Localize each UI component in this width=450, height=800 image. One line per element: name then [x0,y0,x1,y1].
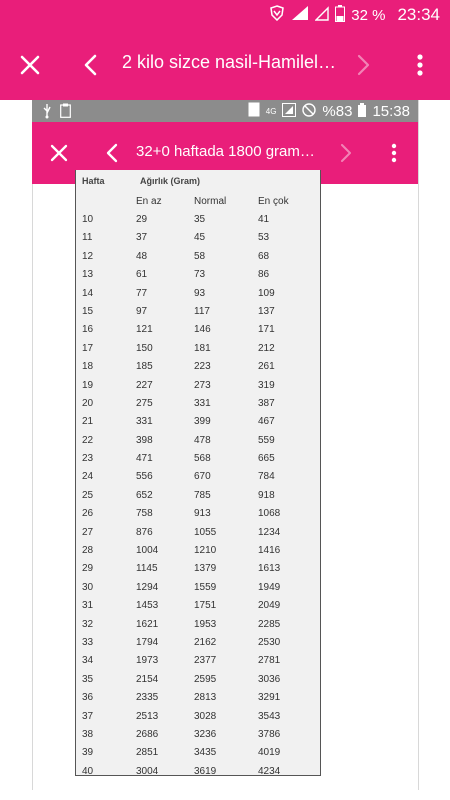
cell-max: 137 [258,305,275,317]
cell-week: 33 [82,636,94,648]
cell-max: 1613 [258,563,281,575]
cell-min: 1145 [136,563,158,575]
cell-max: 212 [258,342,275,354]
table-row [76,527,320,545]
cell-week: 32 [82,618,94,630]
inner-close-icon [47,139,71,167]
cell-min: 48 [136,250,148,262]
do-not-disturb-icon [302,103,316,121]
cell-max: 559 [258,434,275,446]
cell-max: 3291 [258,692,281,704]
table-row [76,232,320,250]
table-row [76,490,320,508]
table-row [76,416,320,434]
cell-min: 185 [136,361,153,373]
table-row [76,729,320,747]
cell-week: 20 [82,397,94,409]
cell-normal: 117 [194,305,210,317]
inner-back-arrow-icon [102,139,122,167]
cell-normal: 146 [194,324,211,336]
cell-min: 2154 [136,673,159,685]
table-row [76,619,320,637]
cell-normal: 785 [194,489,211,501]
cell-normal: 181 [194,342,211,354]
cell-normal: 58 [194,250,206,262]
cell-normal: 670 [194,471,211,483]
cell-min: 1794 [136,636,159,648]
cell-normal: 2595 [194,673,217,685]
cell-min: 471 [136,453,153,465]
header-weight: Ağırlık (Gram) [140,176,201,186]
table-row [76,306,320,324]
cell-week: 17 [82,342,94,354]
cell-max: 41 [258,214,270,225]
cell-normal: 1379 [194,563,217,575]
cell-max: 784 [258,471,275,483]
cell-min: 97 [136,305,148,317]
cell-min: 61 [136,269,148,281]
cell-normal: 3435 [194,747,217,759]
column-header-max: En çok [258,196,289,207]
cell-normal: 2162 [194,636,217,648]
inner-status-bar [32,100,418,122]
cell-normal: 223 [194,361,211,373]
cell-normal: 568 [194,453,211,465]
cell-max: 261 [258,361,275,373]
sim-icon [248,102,260,121]
cell-max: 68 [258,250,270,262]
cell-week: 22 [82,434,94,446]
cell-min: 1004 [136,545,159,557]
cell-normal: 45 [194,232,206,244]
battery-icon [335,5,345,26]
cell-max: 2781 [258,655,281,667]
cell-max: 1234 [258,526,281,538]
cell-min: 1973 [136,655,159,667]
cell-week: 11 [82,232,93,244]
cell-max: 4234 [258,765,281,776]
cell-normal: 1559 [194,581,217,593]
inner-status-right [248,102,410,121]
inner-more-options-icon [386,139,402,167]
cell-normal: 2813 [194,692,217,704]
cell-week: 23 [82,453,94,465]
header-week: Hafta [82,176,105,186]
page-title: 2 kilo sizce nasil-Hamilel… [122,52,337,72]
table-row [76,214,320,232]
cell-week: 29 [82,563,94,575]
cell-min: 398 [136,434,153,446]
table-row [76,674,320,692]
close-icon[interactable] [15,50,45,80]
cell-normal: 913 [194,508,211,520]
cell-week: 31 [82,600,94,612]
cell-week: 15 [82,305,94,317]
inner-status-time: 15:38 [372,103,410,120]
cell-normal: 1210 [194,545,217,557]
cell-normal: 3028 [194,710,217,722]
cell-week: 37 [82,710,94,722]
cell-normal: 1751 [194,600,217,612]
signal-secondary-icon [315,5,329,25]
cell-min: 2686 [136,728,159,740]
table-row [76,766,320,776]
cell-min: 37 [136,232,148,244]
more-options-icon[interactable] [410,50,430,80]
table-row [76,545,320,563]
table-row [76,324,320,342]
table-row [76,692,320,710]
cell-max: 53 [258,232,270,244]
cell-week: 36 [82,692,94,704]
table-column-headers [76,196,320,212]
cell-normal: 3236 [194,728,217,740]
network-type: 4G [265,107,277,116]
table-row [76,269,320,287]
table-row [76,471,320,489]
table-row [76,288,320,306]
cell-normal: 331 [194,397,211,409]
cell-week: 18 [82,361,94,373]
cell-week: 16 [82,324,94,336]
cell-week: 38 [82,728,94,740]
inner-signal-icon [282,103,296,121]
cell-min: 876 [136,526,153,538]
inner-status-left [42,103,71,122]
cell-week: 26 [82,508,94,520]
cell-week: 12 [82,250,94,262]
cell-week: 28 [82,545,94,557]
table-row [76,711,320,729]
column-header-min: En az [136,196,162,207]
cell-normal: 35 [194,214,206,225]
app-toolbar [0,30,450,100]
cell-max: 171 [258,324,275,336]
cell-max: 1068 [258,508,281,520]
cell-min: 77 [136,287,148,299]
vpn-shield-icon [269,5,285,25]
cell-min: 1621 [136,618,159,630]
table-row [76,380,320,398]
cell-normal: 478 [194,434,211,446]
table-row [76,637,320,655]
cell-min: 227 [136,379,153,391]
cell-min: 652 [136,489,153,501]
signal-icon [291,5,309,25]
cell-max: 665 [258,453,275,465]
table-row [76,361,320,379]
frame-divider-left [32,100,33,790]
cell-week: 24 [82,471,94,483]
table-row [76,251,320,269]
clipboard-icon [60,103,71,122]
cell-week: 40 [82,765,94,776]
cell-min: 2335 [136,692,159,704]
fetal-weight-table [75,170,321,776]
table-row [76,453,320,471]
cell-normal: 1055 [194,526,217,538]
cell-max: 319 [258,379,275,391]
cell-min: 29 [136,214,148,225]
cell-min: 1294 [136,581,159,593]
cell-week: 19 [82,379,94,391]
cell-min: 331 [136,416,153,428]
cell-normal: 273 [194,379,211,391]
table-row [76,582,320,600]
cell-max: 109 [258,287,275,299]
column-header-normal: Normal [194,196,227,207]
table-body [76,214,320,776]
cell-max: 387 [258,397,275,409]
cell-week: 10 [82,214,94,225]
cell-normal: 73 [194,269,206,281]
cell-normal: 3619 [194,765,217,776]
cell-week: 25 [82,489,94,501]
cell-max: 86 [258,269,270,281]
cell-min: 121 [136,324,153,336]
cell-week: 13 [82,269,94,281]
cell-week: 30 [82,581,94,593]
cell-max: 3543 [258,710,281,722]
status-time: 23:34 [397,5,440,24]
table-row [76,747,320,765]
cell-min: 2851 [136,747,159,759]
cell-normal: 399 [194,416,211,428]
cell-max: 2285 [258,618,281,630]
cell-week: 27 [82,526,94,538]
cell-normal: 2377 [194,655,217,667]
cell-min: 275 [136,397,153,409]
table-row [76,655,320,673]
back-arrow-icon[interactable] [78,50,104,80]
status-bar [0,0,450,30]
table-row [76,398,320,416]
cell-max: 3786 [258,728,281,740]
cell-min: 556 [136,471,153,483]
table-partial-header [82,176,312,186]
inner-page-title: 32+0 haftada 1800 gram… [136,143,315,160]
table-row [76,435,320,453]
cell-normal: 93 [194,287,206,299]
cell-min: 758 [136,508,153,520]
cell-max: 3036 [258,673,281,685]
frame-divider-right [418,100,419,790]
cell-week: 35 [82,673,94,685]
cell-max: 1949 [258,581,281,593]
cell-min: 2513 [136,710,159,722]
table-row [76,600,320,618]
cell-min: 1453 [136,600,159,612]
cell-week: 14 [82,287,94,299]
cell-max: 4019 [258,747,281,759]
cell-min: 3004 [136,765,159,776]
status-bar-right [269,0,440,30]
cell-max: 2049 [258,600,281,612]
usb-icon [42,103,52,122]
battery-percent: 32 % [351,6,386,24]
forward-arrow-icon[interactable] [350,50,376,80]
table-row [76,343,320,361]
cell-week: 39 [82,747,94,759]
cell-max: 1416 [258,545,281,557]
cell-max: 467 [258,416,275,428]
cell-normal: 1953 [194,618,217,630]
inner-forward-arrow-icon [336,139,356,167]
cell-max: 2530 [258,636,281,648]
cell-max: 918 [258,489,275,501]
inner-battery-icon [358,103,366,121]
inner-battery-percent: %83 [322,103,353,120]
cell-min: 150 [136,342,153,354]
table-row [76,563,320,581]
cell-week: 21 [82,416,94,428]
cell-week: 34 [82,655,94,667]
table-row [76,508,320,526]
